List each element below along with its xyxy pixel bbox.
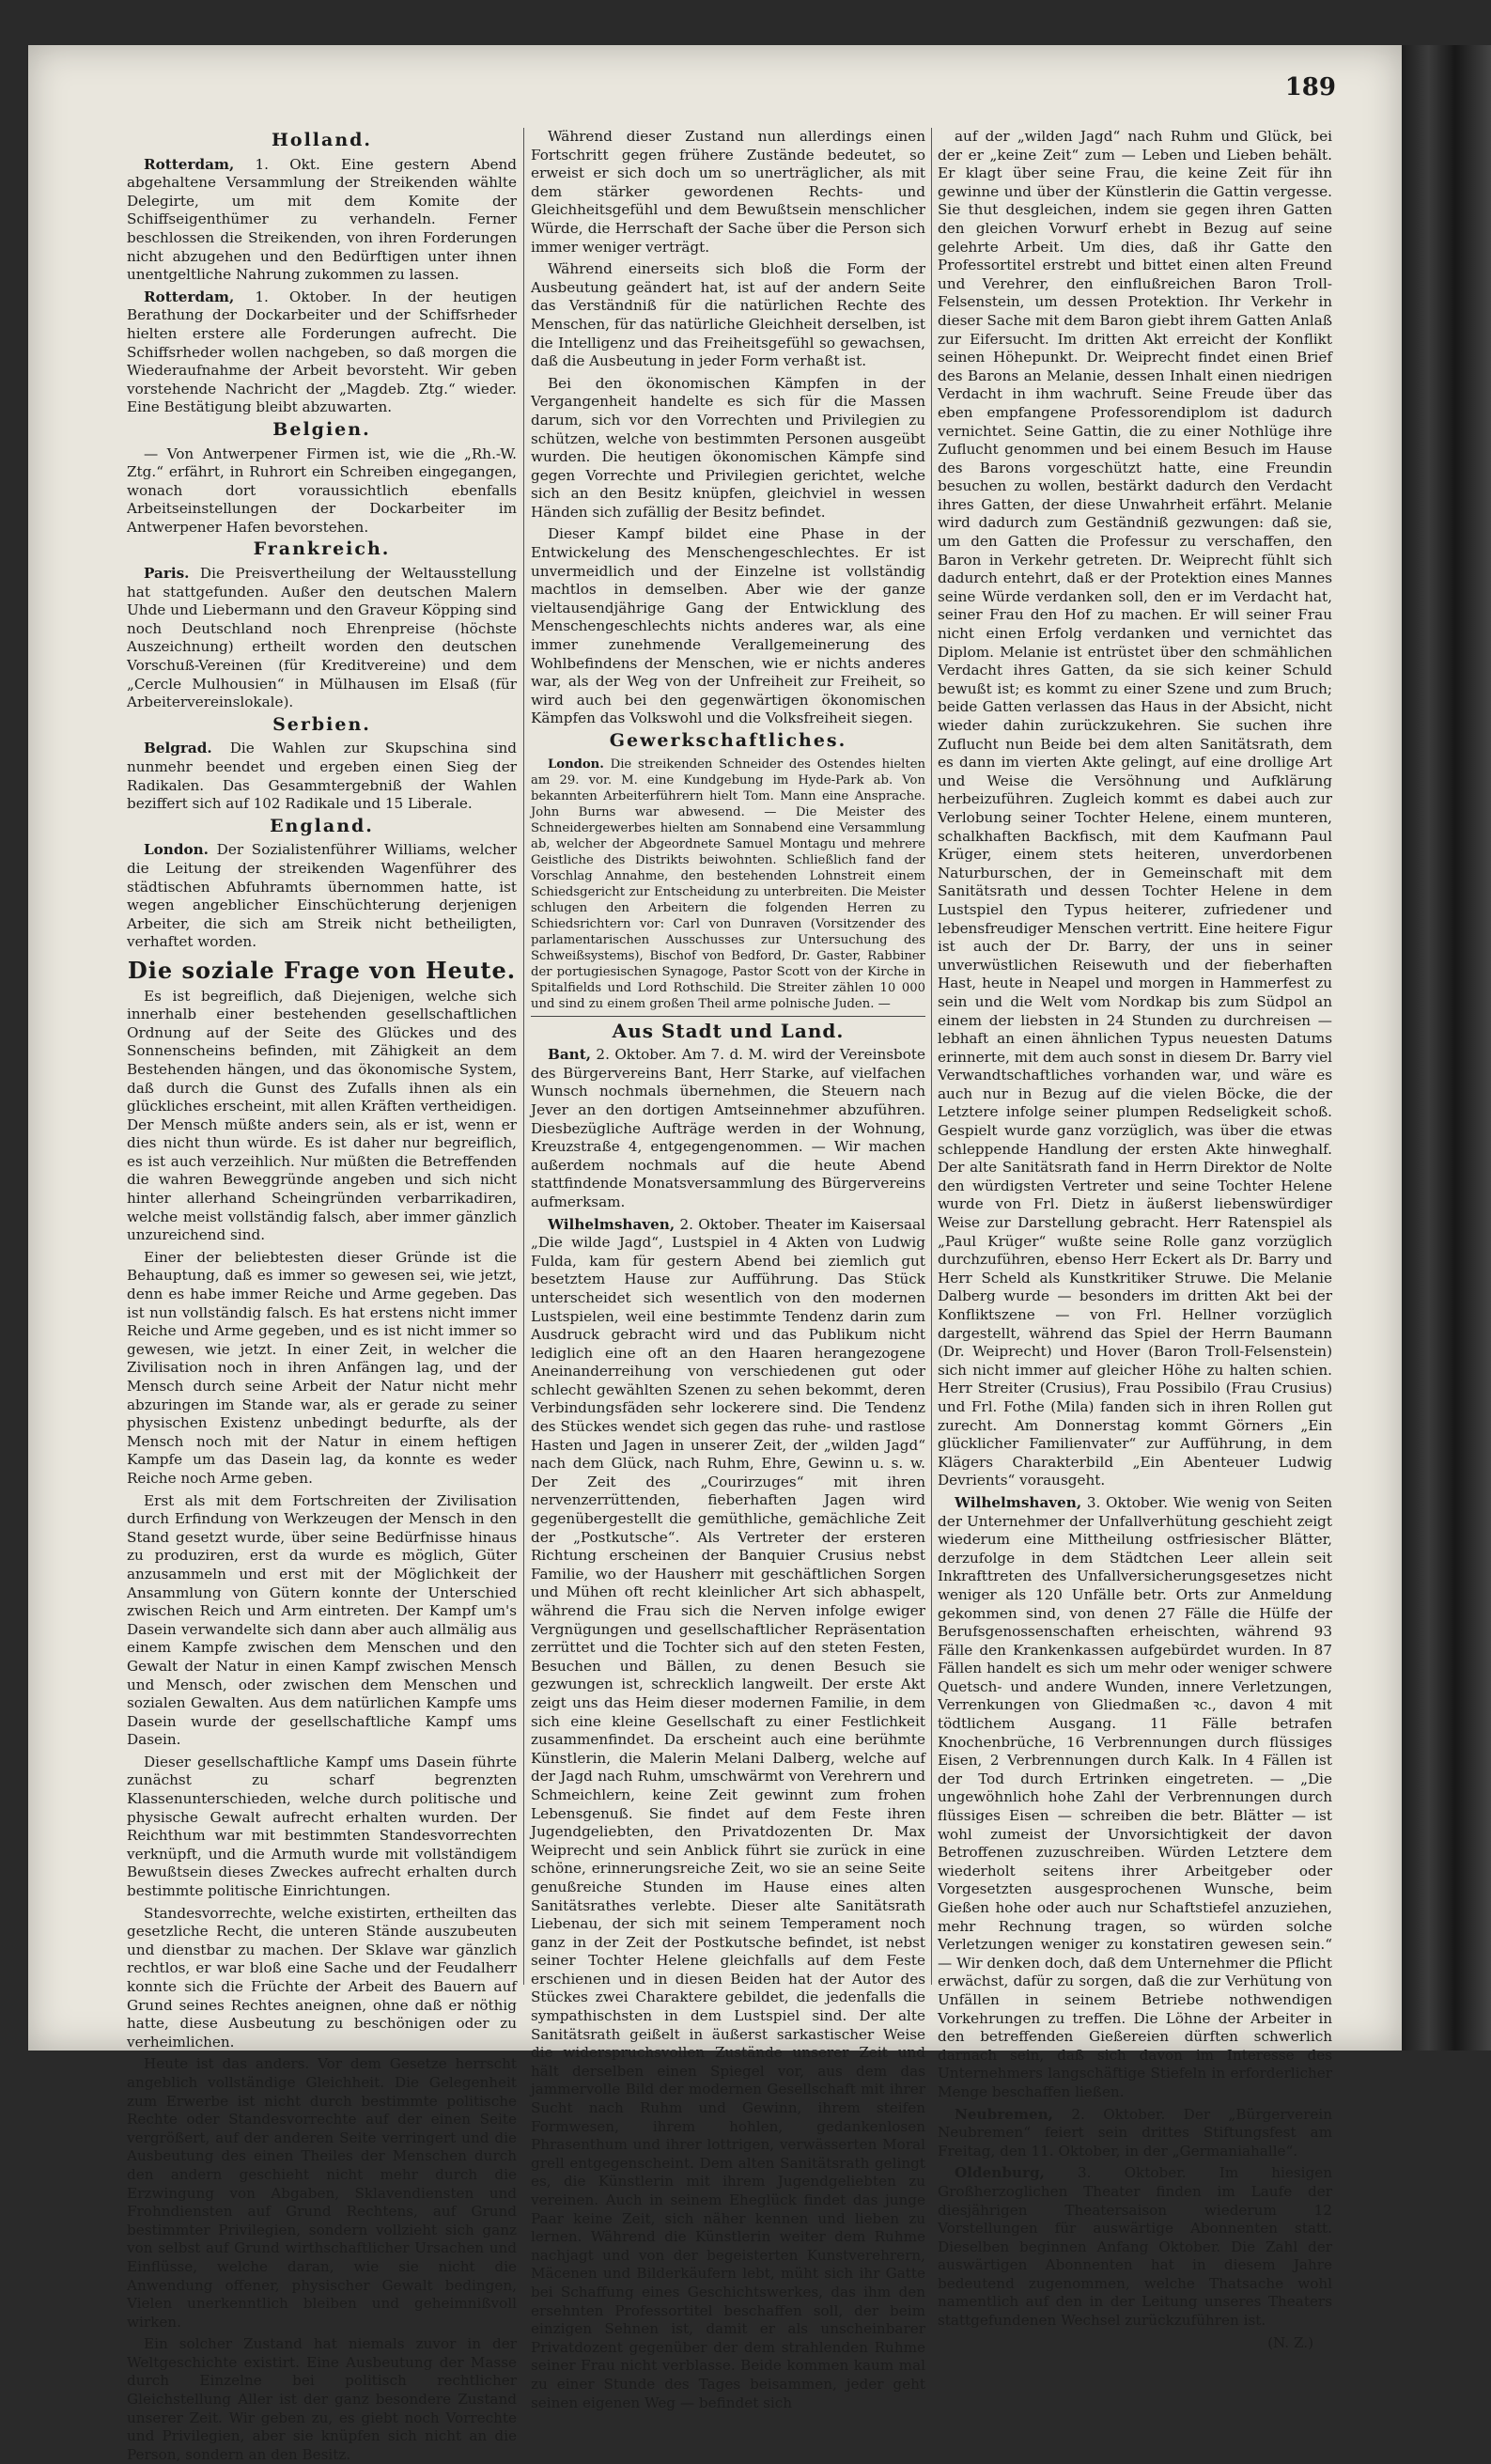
paragraph-text: Der Sozialistenführer Williams, welcher die Leitung der streikenden Wagenführer des städtischen Abfuhramts übernommen hatte, ist wegen angeblicher Einschüchterung derjenigen Arbeiter, die sich am Streik nicht betheiligten, verhaftet worden.: [127, 841, 517, 951]
paragraph-text: Während einerseits sich bloß die Form der Ausbeutung geändert hat, ist auf der andern Seite das Verständniß für die natürlichen Rechte des Menschen, für das natürliche Gleichheit derselben, ist die Intelligenz und das Freiheitsgefühl so gewachsen, daß die Ausbeutung in jeder Form verhaßt ist.: [531, 260, 925, 370]
paragraph-text: Erst als mit dem Fortschreiten der Zivilisation durch Erfindung von Werkzeugen der Mensch in den Stand gesetzt wurde, über seine Bedürfnisse hinaus zu produziren, erst da wurde es möglich, Güter anzusammeln und erst mit der Möglichkeit der Ansammlung von Gütern konnte der Unterschied zwischen Reich und Arm eintreten. Der Kampf um's Dasein verwandelte sich dann aber auch allmälig aus einem Kampfe zwischen dem Menschen und den Gewalt der Natur in einen Kampf zwischen Mensch und Mensch, oder zwischen dem Menschen und sozialen Gewalten. Aus dem natürlichen Kampfe ums Dasein wurde der gesellschaftliche Kampf ums Dasein.: [127, 1491, 517, 1749]
paragraph-text: Dieser gesellschaftliche Kampf ums Dasein führte zunächst zu scharf begrenzten Klassenunterschieden, welche durch politische und physische Gewalt aufrecht erhalten wurden. Der Reichthum war mit bestimmten Standesvorrechten verknüpft, und die Armuth wurde mit vollständigem Bewußtsein dieses Zweckes aufrecht erhalten durch bestimmte politische Einrichtungen.: [127, 1753, 517, 1900]
article-paragraph: [531, 756, 925, 1012]
paragraph-text: Heute ist das anders. Vor dem Gesetze herrscht angeblich vollständige Gleichheit. Die Gelegenheit zum Erwerbe ist nicht durch bestimmte politische Rechte oder Standesvorrechte auf der einen Seite vergrößert, auf der anderen Seite verringert und die Ausbeutung des einen Theiles der Menschen durch den andern geschieht nicht mehr durch die Erzwingung von Abgaben, Sklavendiensten und Frohndiensten auf Grund Rechtens, auf Grund bestimmter Privilegien, sondern vollzieht sich ganz von selbst auf Grund wirthschaftlicher Ursachen und Einflüsse, welche daran, wie sie nicht die Anwendung offener, physischer Gewalt bedingen, Vielen unerkenntlich bleiben und geheimnißvoll wirken.: [127, 2055, 517, 2331]
paragraph-text: 2. Oktober. Theater im Kaisersaal „Die wilde Jagd“, Lustspiel in 4 Akten von Ludwig Fulda, kam für gestern Abend bei ziemlich gut besetztem Hause zur Aufführung. Das Stück unterscheidet sich wesentlich von den modernen Lustspielen, weil eine bestimmte Tendenz darin zum Ausdruck gebracht wird und das Publikum nicht lediglich eine oft an den Haaren herangezogene Aneinanderreihung von verschiedenen gut oder schlecht gewählten Szenen zu sehen bekommt, deren Verbindungsfäden sehr lockerere sind. Die Tendenz des Stückes wendet sich gegen das ruhe- und rastlose Hasten und Jagen in unserer Zeit, der „wilden Jagd“ nach dem Glück, nach Ruhm, Ehre, Gewinn u. s. w. Der Zeit des „Courirzuges“ mit ihren nervenzerrüttenden, fieberhaften Jagen wird gegenübergestellt die gemüthliche, gemächliche Zeit der „Postkutsche“. Als Vertreter der ersteren Richtung erscheinen der Banquier Crusius nebst Familie, wo der Hausherr mit geschäftlichen Sorgen und Mühen oft recht kleinlicher Art sich abhaspelt, während die Frau sich die Nerven infolge ewiger Vergnügungen und gesellschaftlicher Repräsentation zerrüttet und die Tochter sich auf den steten Festen, Besuchen und Bällen, zu denen Besuch sie gezwungen ist, schrecklich langweilt. Der erste Akt zeigt uns das Heim dieser modernen Familie, in dem sich eine kleine Gesellschaft zu einer Festlichkeit zusammenfindet. Da erscheint auch eine berühmte Künstlerin, die Malerin Melani Dalberg, welche auf der Jagd nach Ruhm, umschwärmt von Verehrern und Schmeichlern, keine Zeit gewinnt zum frohen Lebensgenuß. Sie findet auf dem Feste ihren Jugendgeliebten, den Privatdozenten Dr. Max Weiprecht und sein Anblick führt sie zurück in eine schöne, erinnerungsreiche Zeit, wo sie an seine Seite genußreiche Stunden im Hause eines alten Sanitätsrathes verlebte. Dieser alte Sanitätsrath Liebenau, der sich mit seinem Temperament noch ganz in der Zeit der Postkutsche befindet, ist nebst seiner Tochter Helene gleichfalls auf dem Feste erschienen und in diesen Beiden hat der Autor des Stückes zwei Charaktere gebildet, die jedenfalls die sympathischsten in dem Lustspiel sind. Der alte Sanitätsrath geißelt in äußerst sarkastischer Weise die widerspruchsvollen Zustände unserer Zeit und hält derselben einen Spiegel vor, aus dem das jammervolle Bild der modernen Gesellschaft mit ihrer Sucht nach Ruhm und Gewinn, ihrem steifen Formwesen, ihrem hohlen, gedankenlosen Phrasenthum und ihrer lottrigen, verwässerten Moral grell entgegenscheint. Dem alten Sanitätsrath gelingt es, die Künstlerin mit ihrem Jugendgeliebten zu vereinen. Auch in seinem Eheglück findet das junge Paar keine Zeit, sich näher kennen und lieben zu lernen. Während die Künstlerin weiter dem Ruhme nachjagt und von der begeisterten Kunstverehrern, Mäcenen und Bilderkäufern lebt, müht sich ihr Gatte bei Schaffung eines Geschichtswerkes, das ihm den ersehnten Professortitel beschaffen soll, der beim einzigen Sehnen ist, damit er als unscheinbarer Privatdozent gegenüber der dem strahlenden Ruhme seiner Frau nicht verblasse. Beide kommen kaum mal zu einer Stunde des Tages beisammen, jeder geht seinen eigenen Weg — befindet sich: [531, 1215, 925, 2411]
paragraph-text: Ein solcher Zustand hat niemals zuvor in der Weltgeschichte existirt. Eine Ausbeutung der Masse durch Einzelne bei politisch rechtlicher Gleichstellung Aller ist der ganz besondere Zustand unserer Zeit. Wir geben zu, es giebt noch Vorrechte und Privilegien, aber sie knüpfen sich nicht an die Person, sondern an den Besitz.: [127, 2335, 517, 2463]
paragraph-text: 2. Oktober. Der „Bürgerverein Neubremen“ feiert sein drittes Stiftungsfest am Freitag, den 11. Oktober, in der „Germaniahalle“.: [938, 2105, 1332, 2160]
article-paragraph: [531, 260, 925, 371]
dateline: Neubremen,: [955, 2105, 1053, 2123]
article-paragraph: [127, 156, 517, 285]
column-left: [127, 128, 517, 2463]
section-heading: Die soziale Frage von Heute.: [127, 956, 517, 984]
paragraph-text: auf der „wilden Jagd“ nach Ruhm und Glück, bei der er „keine Zeit“ zum — Leben und Lieben behält. Er klagt über seine Frau, die keine Zeit für ihn gewinne und über der Künstlerin die Gattin vergesse. Sie thut desgleichen, indem sie gegen ihren Gatten den gleichen Vorwurf erhebt in Bezug auf seine gelehrte Arbeit. Um dies, daß ihr Gatte den Professortitel erstrebt und bittet einen alten Freund und Verehrer, den einflußreichen Baron Troll-Felsenstein, um dessen Protektion. Ihr Verkehr in dieser Sache mit dem Baron giebt ihrem Gatten Anlaß zur Eifersucht. Im dritten Akt erreicht der Konflikt seinen Höhepunkt. Dr. Weiprecht findet einen Brief des Barons an Melanie, dessen Inhalt einen niedrigen Verdacht in ihm wachruft. Seine Freude über das eben empfangene Professorendiplom ist dadurch vernichtet. Seine Gattin, die zu einer Nothlüge ihre Zuflucht genommen und bei einem Besuch im Hause des Barons vorgeschützt hatte, eine Freundin besuchen zu wollen, bestärkt dadurch den Verdacht ihres Gatten, der diese Unwahrheit erfährt. Melanie wird dadurch zum Geständniß gezwungen: daß sie, um den Gatten die Professur zu verschaffen, den Baron in Verkehr getreten. Dr. Weiprecht fühlt sich dadurch entehrt, daß er der Protektion eines Mannes seine Würde verdanken soll, den er im Verdacht hat, seiner Frau den Hof zu machen. Er will seiner Frau nicht einen Erfolg verdanken und vernichtet das Diplom. Melanie ist entrüstet über den schmählichen Verdacht ihres Gatten, da sie sich keiner Schuld bewußt ist; es kommt zu einer Szene und zum Bruch; beide Gatten verlassen das Haus in der Absicht, nicht wieder dahin zurückzukehren. Sie suchen ihre Zuflucht nun Beide bei dem alten Sanitätsrath, dem es dann im vierten Akte gelingt, auf eine drollige Art und Weise die Versöhnung und Aufklärung herbeizuführen. Zugleich kommt es dabei auch zur Verlobung seiner Tochter Helene, einem munteren, schalkhaften Backfisch, mit dem Kaufmann Paul Krüger, einem stets heiteren, unverdorbenen Naturburschen, der in Gemeinschaft mit dem Sanitätsrath und dessen Tochter Helene in dem Lustspiel den Typus heiterer, zufriedener und lebensfreudiger Menschen vertritt. Eine heitere Figur ist auch der Dr. Barry, der uns in seiner unverwüstlichen Reisewuth und der fieberhaften Hast, heute in Neapel und morgen in Hammerfest zu sein und die Welt vom Nordkap bis zum Südpol an einem der liebsten in 24 Stunden zu durchreisen — lebhaft an einen ähnlichen Typus neuesten Datums erinnerte, mit dem auch sonst in diesem Dr. Barry viel Verwandtschaftliches vorhanden war, und wäre es auch nur in Bezug auf die vielen Böcke, die der Letztere infolge seiner plumpen Redseligkeit schoß. Gespielt wurde ganz vorzüglich, was über die etwas schleppende Handlung der ersten Akte hinweghalf. Der alte Sanitätsrath fand in Herrn Direktor de Nolte den würdigsten Vertreter und seine Tochter Helene wurde von Frl. Dietz in äußerst liebenswürdiger Weise zur Darstellung gebracht. Herr Ratenspiel als „Paul Krüger“ wußte seine Rolle ganz vorzüglich durchzuführen, ebenso Herr Eckert als Dr. Barry und Herr Scheld als Kunstkritiker Struwe. Die Melanie Dalberg wurde — besonders im dritten Akt bei der Konfliktszene — von Frl. Hellner vorzüglich dargestellt, während das Spiel der Herrn Baumann (Dr. Weiprecht) und Hover (Baron Troll-Felsenstein) sich nicht immer auf gleicher Höhe zu halten schien. Herr Streiter (Crusius), Frau Possibilo (Frau Crusius) und Frl. Fothe (Mila) fanden sich in ihren Rollen gut zurecht. Am Donnerstag kommt Görners „Ein glücklicher Familienvater“ zur Aufführung, in dem Klägers Charakterbild „Ein Abenteuer Ludwig Devrients“ vorausgeht.: [938, 128, 1332, 1489]
article-paragraph: [531, 1216, 925, 2413]
page-number: 189: [1284, 73, 1336, 101]
section-heading: England.: [270, 815, 374, 836]
article-paragraph: [127, 1754, 517, 1901]
column-divider: [523, 128, 524, 1985]
article-paragraph: [938, 1494, 1332, 2102]
dateline: Rotterdam,: [144, 288, 235, 305]
section-heading: Belgien.: [272, 418, 371, 440]
paragraph-text: Einer der beliebtesten dieser Gründe ist die Behauptung, daß es immer so gewesen sei, wie jetzt, denn es habe immer Reiche und Arme gegeben. Das ist nun vollständig falsch. Es hat erstens nicht immer Reiche und Arme gegeben, und es ist nicht immer so gewesen, wie jetzt. In einer Zeit, in welcher die Zivilisation noch in ihren Anfängen lag, und der Mensch durch seine Arbeit der Natur nicht mehr abzuringen im Stande war, als er gerade zu seiner physischen Existenz unbedingt bedurfte, als der Mensch noch mit der Natur in einem heftigen Kampfe um das Dasein lag, da konnte es weder Reiche noch Arme geben.: [127, 1248, 517, 1487]
article-paragraph: [127, 1492, 517, 1750]
article-paragraph: [938, 128, 1332, 1490]
dateline: Belgrad.: [144, 740, 212, 757]
article-paragraph: [127, 740, 517, 813]
article-paragraph: [127, 2335, 517, 2464]
dateline: Wilhelmshaven,: [548, 1215, 676, 1233]
paragraph-text: Dieser Kampf bildet eine Phase in der Entwickelung des Menschengeschlechtes. Er ist unvermeidlich und der Einzelne ist vollständig machtlos in demselben. Aber wie der ganze vieltausendjährige Gang der Entwicklung des Menschengeschlechts nichts anderes war, als eine immer zunehmende Verallgemeinerung des Wohlbefindens der Menschen, wie er nichts anderes war, als der Weg von der Unfreiheit zur Freiheit, so wird auch bei den gegenwärtigen ökonomischen Kämpfen das Volkswohl und die Volksfreiheit siegen.: [531, 525, 925, 727]
paragraph-text: — Von Antwerpener Firmen ist, wie die „Rh.-W. Ztg.“ erfährt, in Ruhrort ein Schreiben eingegangen, wonach dort voraussichtlich ebenfalls Arbeitseinstellungen der Dockarbeiter im Antwerpener Hafen bevorstehen.: [127, 444, 517, 536]
section-heading: Frankreich.: [253, 538, 391, 560]
article-paragraph: [938, 2164, 1332, 2330]
paragraph-text: 1. Okt. Eine gestern Abend abgehaltene Versammlung der Streikenden wählte Delegirte, um mit dem Komite der Schiffseigenthümer zu verhandeln. Ferner beschlossen die Streikenden, von ihren Forderungen nicht abzugehen und den Bedürftigen unter ihnen unentgeltliche Nahrung zukommen zu lassen.: [127, 155, 517, 284]
paragraph-text: Es ist begreiflich, daß Diejenigen, welche sich innerhalb einer bestehenden gesellschaftlichen Ordnung auf der Seite des Glückes und des Sonnenscheins befinden, mit Zähigkeit an dem Bestehenden hängen, und das ökonomische System, daß durch die Gunst des Zufalls ihnen als ein glückliches erscheint, mit allen Kräften vertheidigen. Der Mensch müßte anders sein, als er ist, wenn er dies nicht thun würde. Es ist daher nur begreiflich, es ist auch verzeihlich. Nur müßten die Betreffenden die wahren Beweggründe angeben und sich nicht hinter allerhand Scheingründen verbarrikadiren, welche meist vollständig falsch, aber immer gänzlich unzureichend sind.: [127, 987, 517, 1244]
section-heading: Serbien.: [272, 713, 371, 735]
paragraph-text: 3. Oktober. Im hiesigen Großherzoglichen Theater finden im Laufe der diesjährigen Theatersaison wiederum 12 Vorstellungen für auswärtige Abonnenten statt. Dieselben beginnen Anfang Oktober. Die Zahl der auswärtigen Abonnenten hat in diesem Jahre bedeutend zugenommen, welche Thatsache wohl namentlich auf den in der Leitung unseres Theaters stattgefundenen Wechsel zurückzuführen ist.: [938, 2164, 1332, 2330]
paragraph-text: Die Preisvertheilung der Weltausstellung hat stattgefunden. Außer den deutschen Malern Uhde und Liebermann und den Graveur Köpping sind noch Deutschland noch Ehrenpreise (höchste Auszeichnung) ertheilt worden den deutschen Vorschuß-Vereinen (für Kreditvereine) und dem „Cercle Mulhousien“ in Mülhausen im Elsaß (für Arbeitervereinslokale).: [127, 565, 517, 711]
dateline: Paris.: [144, 565, 190, 583]
dateline: London.: [144, 841, 209, 859]
column-middle: [531, 128, 925, 2411]
article-paragraph: [127, 1249, 517, 1489]
article-paragraph: [127, 565, 517, 712]
article-paragraph: [127, 1905, 517, 2052]
paragraph-text: Bei den ökonomischen Kämpfen in der Vergangenheit handelte es sich für die Massen darum, sich vor den Vorrechten und Privilegien zu schützen, welche von bestimmten Personen ausgeübt wurden. Die heutigen ökonomischen Kämpfe sind gegen Vorrechte und Privilegien gerichtet, welche sich an den Besitz knüpfen, gleichviel in wessen Händen sich zufällig der Besitz befindet.: [531, 374, 925, 521]
dateline: Rotterdam,: [144, 155, 235, 173]
article-paragraph: [127, 841, 517, 952]
paragraph-text: Die streikenden Schneider des Ostendes hielten am 29. vor. M. eine Kundgebung im Hyde-Park ab. Von bekannten Arbeiterführern hielt Tom. Mann eine Ansprache. John Burns war abwesend. — Die Meister des Schneidergewerbes hielten am Sonnabend eine Versammlung ab, welcher der Abgeordnete Samuel Montagu und mehrere Geistliche des Distrikts beiwohnten. Schließlich fand der Vorschlag Annahme, den bestehenden Lohnstreit einem Schiedsgericht zur Entscheidung zu unterbreiten. Die Meister schlugen den Arbeitern die folgenden Herren zu Schiedsrichtern vor: Carl von Dunraven (Vorsitzender des parlamentarischen Ausschusses zur Untersuchung des Schweißsystems), Bischof von Bedford, Dr. Gaster, Rabbiner der portugiesischen Synagoge, Pastor Scott von der Kirche in Spitalfields und Lord Rothschild. Die Streiter zählen 10 000 und sind zu einem großen Theil arme polnische Juden. —: [531, 756, 925, 1011]
paragraph-text: 2. Oktober. Am 7. d. M. wird der Vereinsbote des Bürgervereins Bant, Herr Starke, auf vielfachen Wunsch nochmals übernehmen, die Steuern nach Jever an den dortigen Amtseinnehmer abzuführen. Diesbezügliche Aufträge werden in der Wohnung, Kreuzstraße 4, entgegengenommen. — Wir machen außerdem nochmals auf die heute Abend stattfindende Monatsversammlung des Bürgervereins aufmerksam.: [531, 1046, 925, 1210]
column-right: [938, 128, 1332, 2351]
section-heading: Holland.: [271, 130, 373, 150]
section-heading: Gewerkschaftliches.: [609, 730, 847, 751]
newspaper-page: [28, 45, 1402, 2463]
paragraph-text: 3. Oktober. Wie wenig von Seiten der Unternehmer der Unfallverhütung geschieht zeigt wiederum eine Mittheilung ostfriesischer Blätter, derzufolge in dem Städtchen Leer allein seit Inkrafttreten des Unfallversicherungsgesetzes nicht weniger als 120 Unfälle betr. Orts zur Anmeldung gekommen sind, von denen 27 Fälle die Hülfe der Berufsgenossenschaften erheischten, während 93 Fälle den Krankenkassen aufgebürdet wurden. In 87 Fällen handelt es sich um mehr oder weniger schwere Quetsch- und andere Wunden, innere Verletzungen, Verrenkungen von Gliedmaßen ꝛc., davon 4 mit tödtlichem Ausgang. 11 Fälle betrafen Knochenbrüche, 16 Verbrennungen durch flüssiges Eisen, 2 Verbrennungen durch Kalk. In 4 Fällen ist der Tod durch Ertrinken eingetreten. — „Die ungewöhnlich hohe Zahl der Verbrennungen durch flüssiges Eisen — schreiben die betr. Blätter — ist wohl zumeist der Unvorsichtigkeit der davon Betroffenen zuzuschreiben. Würden Letztere dem wiederholt seitens ihrer Arbeitgeber oder Vorgesetzten ausgesprochenen Wunsche, beim Gießen hohe oder auch nur Schaftstiefel anzuziehen, mehr Rechnung tragen, so würden solche Verletzungen weniger zu konstatiren gewesen sein.“ — Wir denken doch, daß dem Unternehmer die Pflicht erwächst, dafür zu sorgen, daß die zur Verhütung von Unfällen in seinem Betriebe nothwendigen Vorkehrungen zu treffen. Die Löhne der Arbeiter in den betreffenden Gießereien dürften schwerlich darnach sein, daß sich davon im Interesse des Unternehmers langschäftige Stiefeln in erforderlicher Menge beschaffen ließen.: [938, 1493, 1332, 2100]
paragraph-text: Standesvorrechte, welche existirten, ertheilten das gesetzliche Recht, die unteren Stände auszubeuten und dienstbar zu machen. Der Sklave war gänzlich rechtlos, er war bloß eine Sache und der Feudalherr konnte sich die Früchte der Arbeit des Bauern auf Grund seines Rechtes aneignen, ohne daß er nöthig hatte, diese Ausbeutung zu beschönigen oder zu verheimlichen.: [127, 1904, 517, 2051]
book-binding-edge: [1402, 45, 1491, 2051]
dateline: London.: [548, 756, 604, 772]
dateline: Bant,: [548, 1046, 592, 1064]
dateline: Oldenburg,: [955, 2164, 1045, 2182]
paragraph-text: Die Wahlen zur Skupschina sind nunmehr beendet und ergeben einen Sieg der Radikalen. Das Gesammtergebniß der Wahlen beziffert sich auf 102 Radikale und 15 Liberale.: [127, 740, 517, 813]
column-divider: [931, 128, 932, 1985]
article-paragraph: [531, 525, 925, 728]
article-paragraph: [531, 128, 925, 257]
paragraph-text: Während dieser Zustand nun allerdings einen Fortschritt gegen frühere Zustände bedeutet, so erweist er sich doch um so unerträglicher, als mit dem stärker gewordenen Rechts- und Gleichheitsgefühl und dem Bewußtsein menschlicher Würde, die Herrschaft der Sache über die Person sich immer weniger verträgt.: [531, 128, 925, 256]
source-signature: (N. Z.): [1267, 2333, 1313, 2351]
article-paragraph: [127, 988, 517, 1245]
paragraph-text: 1. Oktober. In der heutigen Berathung der Dockarbeiter und der Schiffsrheder hielten erstere alle Forderungen aufrecht. Die Schiffsrheder wollen nachgeben, so daß morgen die Wiederaufnahme der Arbeit bevorsteht. Wir geben vorstehende Nachricht der „Magdeb. Ztg.“ wieder. Eine Bestätigung bleibt abzuwarten.: [127, 288, 517, 416]
section-heading: Aus Stadt und Land.: [531, 1016, 925, 1041]
article-paragraph: [531, 1046, 925, 1211]
article-paragraph: [531, 375, 925, 522]
dateline: Wilhelmshaven,: [955, 1493, 1082, 1511]
article-paragraph: [127, 2055, 517, 2331]
article-paragraph: [127, 445, 517, 538]
article-paragraph: [127, 289, 517, 417]
article-paragraph: [938, 2106, 1332, 2161]
